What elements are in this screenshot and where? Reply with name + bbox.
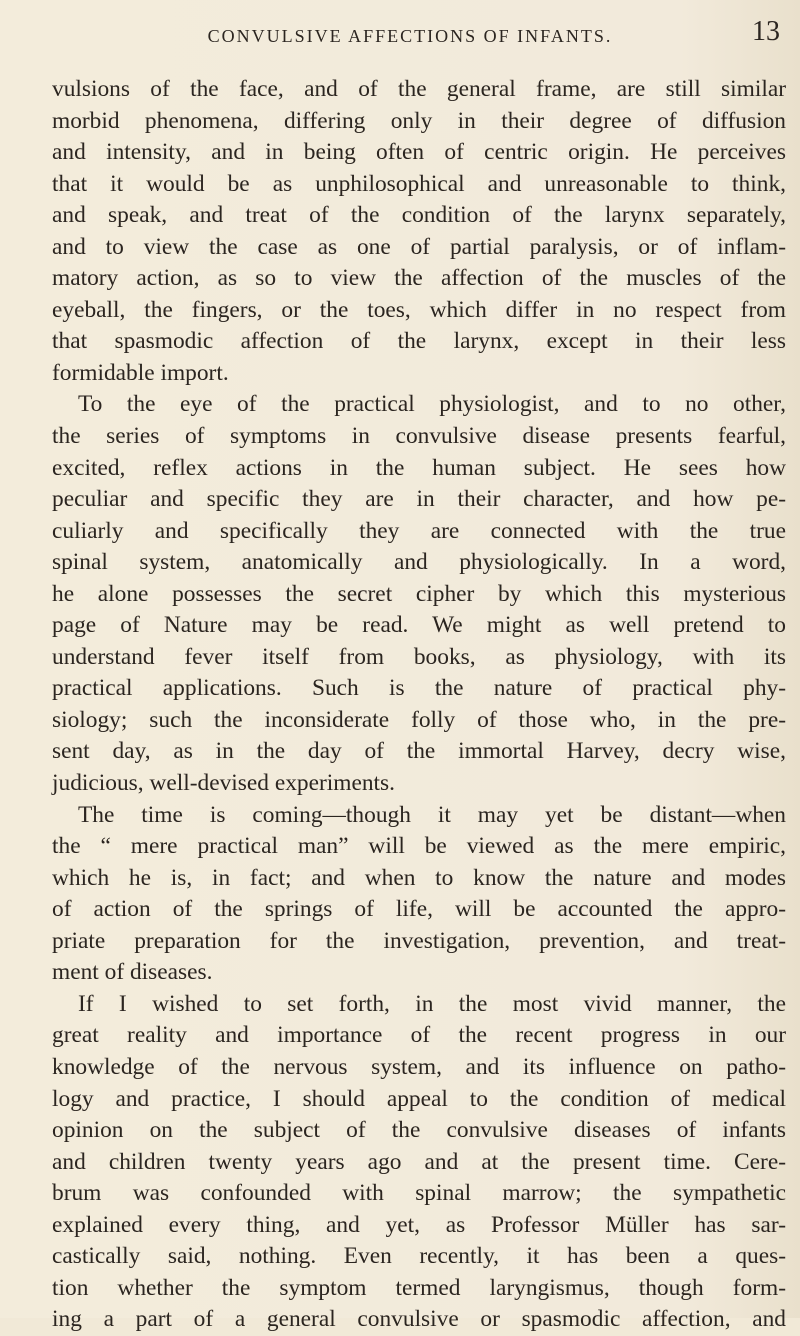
text-line: culiarly and specifically they are connected with the true (52, 517, 786, 544)
text-line: castically said, nothing. Even recently, it has been a ques- (52, 1243, 786, 1270)
text-line: formidable import. (52, 359, 229, 386)
text-line: brum was confounded with spinal marrow; the sympathetic (52, 1180, 786, 1207)
text-line: and children twenty years ago and at the present time. Cere- (52, 1148, 786, 1175)
text-line: excited, reflex actions in the human subject. He sees how (52, 454, 786, 481)
text-line: peculiar and specific they are in their character, and how pe- (52, 486, 786, 513)
text-line: morbid phenomena, differing only in their degree of diffusion (52, 107, 786, 134)
text-line: page of Nature may be read. We might as well pretend to (52, 612, 786, 639)
text-line: sent day, as in the day of the immortal Harvey, decry wise, (52, 738, 786, 765)
text-line: spinal system, anatomically and physiologically. In a word, (52, 549, 786, 576)
text-line: To the eye of the practical physiologist, and to no other, (78, 391, 786, 418)
text-line: eyeball, the fingers, or the toes, which differ in no respect from (52, 296, 786, 323)
text-line: great reality and importance of the recent progress in our (52, 1022, 786, 1049)
text-line: vulsions of the face, and of the general frame, are still similar (52, 76, 786, 102)
text-line: and speak, and treat of the condition of the larynx separately, (52, 202, 786, 229)
text-line: which he is, in fact; and when to know the nature and modes (52, 864, 786, 891)
text-line: that it would be as unphilosophical and unreasonable to think, (52, 170, 786, 197)
running-title: CONVULSIVE AFFECTIONS OF INFANTS. (207, 26, 613, 46)
text-line: siology; such the inconsiderate folly of those who, in the pre- (52, 706, 786, 733)
text-line: that spasmodic affection of the larynx, except in their less (52, 328, 786, 355)
text-line: The time is coming—though it may yet be distant—when (78, 801, 786, 828)
page-number: 13 (752, 16, 780, 47)
text-line: and to view the case as one of partial paralysis, or of inflam- (52, 233, 786, 260)
text-line: the “ mere practical man” will be viewed as the mere empiric, (52, 833, 786, 860)
text-line: tion whether the symptom termed laryngismus, though form- (52, 1274, 786, 1301)
text-line: ing a part of a general convulsive or spasmodic affection, and (52, 1306, 786, 1333)
text-line: knowledge of the nervous system, and its influence on patho- (52, 1053, 786, 1080)
text-line: he alone possesses the secret cipher by which this mysterious (52, 580, 786, 607)
text-line: priate preparation for the investigation, prevention, and treat- (52, 927, 786, 954)
text-line: understand fever itself from books, as physiology, with its (52, 643, 786, 670)
text-line: logy and practice, I should appeal to the condition of medical (52, 1085, 786, 1112)
text-line: matory action, as so to view the affection of the muscles of the (52, 265, 786, 292)
text-line: of action of the springs of life, will be accounted the appro- (52, 896, 786, 923)
text-line: judicious, well-devised experiments. (52, 770, 395, 797)
text-line: practical applications. Such is the nature of practical phy- (52, 675, 786, 702)
text-line: explained every thing, and yet, as Professor Müller has sar- (52, 1211, 786, 1238)
text-line: opinion on the subject of the convulsive diseases of infants (52, 1117, 786, 1144)
text-line: If I wished to set forth, in the most vivid manner, the (78, 990, 786, 1017)
text-line: the series of symptoms in convulsive disease presents fearful, (52, 423, 786, 450)
text-line: ment of diseases. (52, 959, 213, 986)
body-text (52, 74, 786, 1336)
text-line: and intensity, and in being often of centric origin. He perceives (52, 139, 786, 166)
